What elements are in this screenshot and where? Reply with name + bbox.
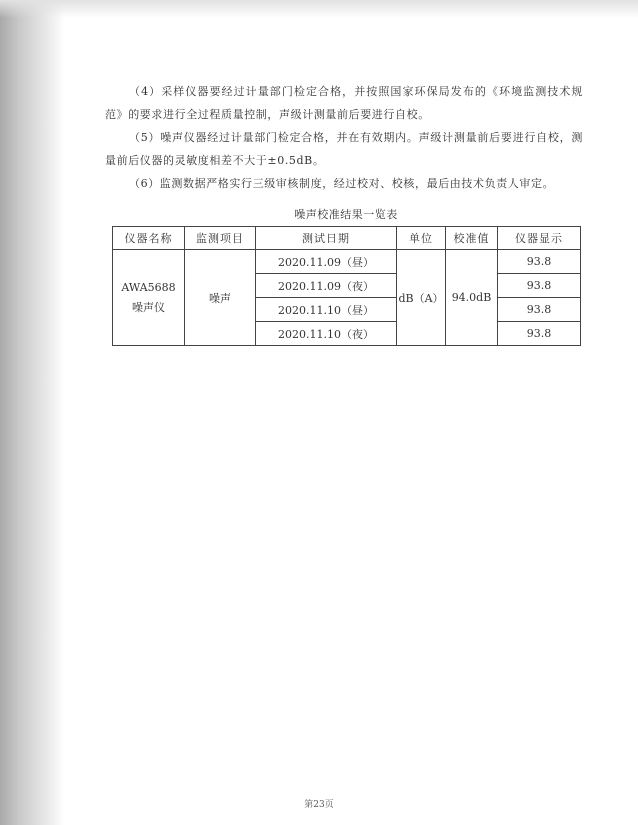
display-value-cell: 93.8 [498,322,581,346]
calibration-table [112,226,581,346]
header-monitoring-item: 监测项目 [185,227,256,250]
header-calibration-value: 校准值 [446,227,498,250]
page-top-shadow [0,0,638,18]
display-value-cell: 93.8 [498,250,581,274]
paragraph-6: （6）监测数据严格实行三级审核制度，经过校对、校核，最后由技术负责人审定。 [129,177,555,190]
paragraph-4: （4）采样仪器要经过计量部门检定合格，并按照国家环保局发布的《环境监测技术规范》的要求进行全过程质量控制，声级计测量前后要进行自校。 [105,85,583,121]
monitoring-item-cell: 噪声 [185,250,256,346]
test-date-cell: 2020.11.10（夜） [256,322,397,346]
unit-cell: dB（A） [397,250,446,346]
test-date-cell: 2020.11.10（昼） [256,298,397,322]
instrument-name-cell [113,250,185,346]
header-instrument-name: 仪器名称 [113,227,185,250]
test-date-cell: 2020.11.09（昼） [256,250,397,274]
table-row [113,250,581,274]
paragraph-5: （5）噪声仪器经过计量部门检定合格，并在有效期内。声级计测量前后要进行自校，测量前后仪器的灵敏度相差不大于±0.5dB。 [105,131,583,167]
display-value-cell: 93.8 [498,274,581,298]
display-value-cell: 93.8 [498,298,581,322]
header-unit: 单位 [397,227,446,250]
instrument-type: 噪声仪 [132,300,165,314]
header-instrument-display: 仪器显示 [498,227,581,250]
page-edge-shadow [0,0,64,825]
header-test-date: 测试日期 [256,227,397,250]
calibration-value-cell: 94.0dB [446,250,498,346]
test-date-cell: 2020.11.09（夜） [256,274,397,298]
table-header-row [113,227,581,250]
instrument-model: AWA5688 [121,280,176,294]
page-number: 第23页 [304,800,334,810]
table-caption: 噪声校准结果一览表 [294,208,398,221]
